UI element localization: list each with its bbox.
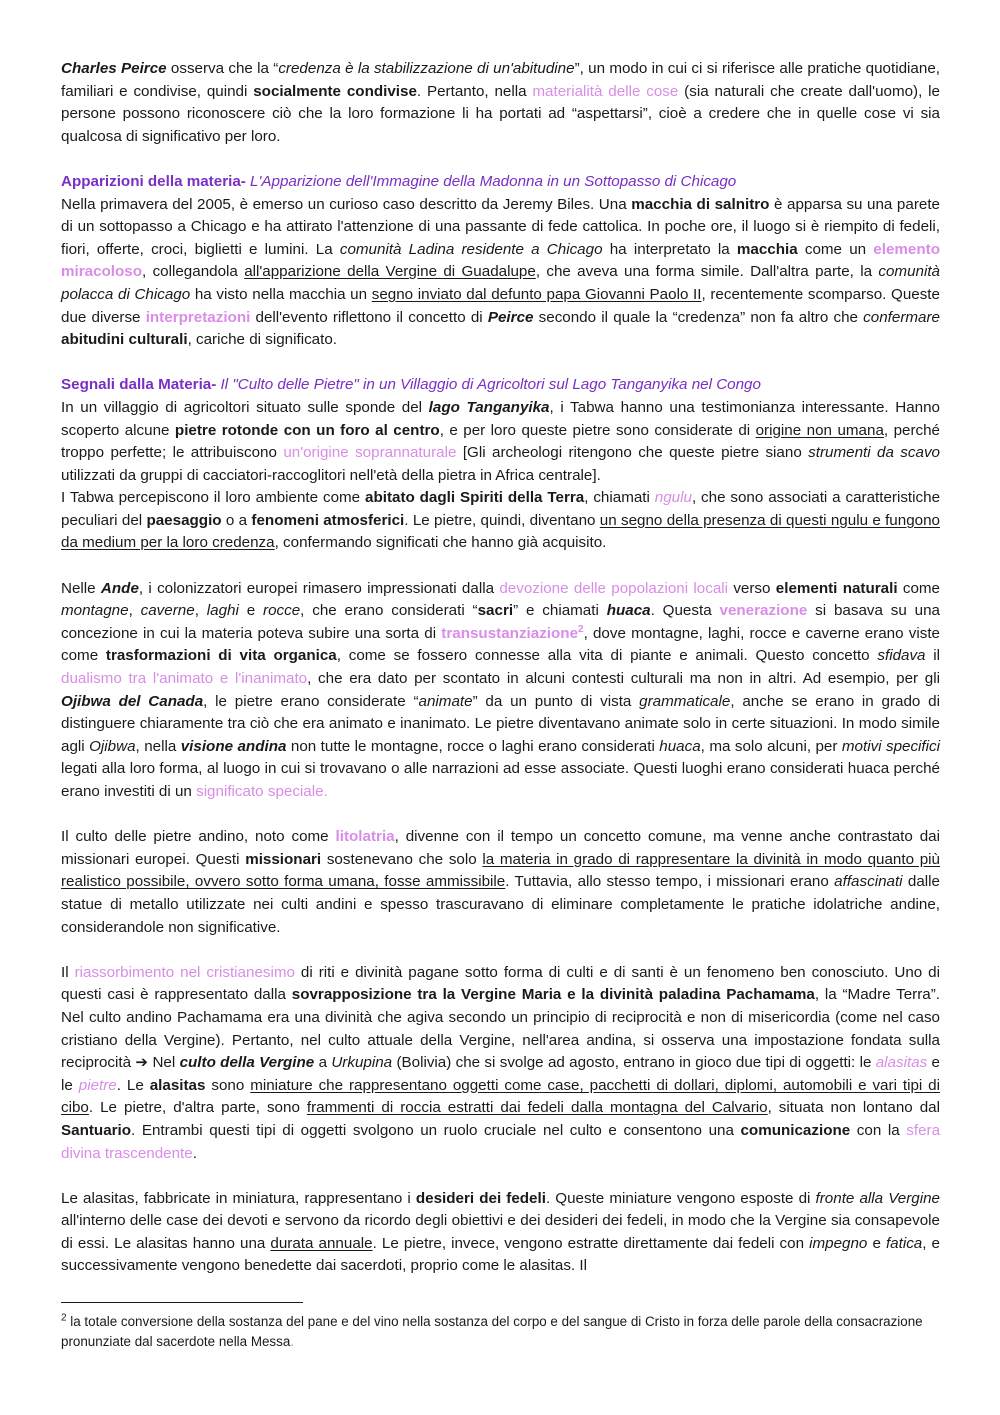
footnote-number: 2: [61, 1312, 67, 1324]
document-body: [61, 58, 940, 1278]
footnote: $^2$ la totale conversione della sostanza del pane e del vino nella sostanza del corpo e del sangue di Cristo in forza delle parole della consacrazione pronunziate dal sacerdote nella Messa.: [61, 1312, 923, 1349]
section-heading-segnali: Segnali dalla Materia- Il "Culto delle Pietre" in un Villaggio di Agricoltori sul Lago Tanganyika nel Congo: [61, 376, 761, 394]
footnote-text: la totale conversione della sostanza del pane e del vino nella sostanza del corpo e del sangue di Cristo in forza delle parole della consacrazione pronunziate dal sacerdote nella Messa: [61, 1314, 923, 1349]
paragraph-tabwa: In un villaggio di agricoltori situato sulle sponde del lago Tanganyika, i Tabwa hanno una testimonianza interessante. Hanno scoperto alcune pietre rotonde con un foro al centro, e per loro queste pietre sono considerate di origine non umana, perché troppo perfette; le attribuiscono un'origine soprannaturale [Gli archeologi ritengono che queste pietre siano strumenti da scavo utilizzati da gruppi di cacciatori-raccoglitori nell'età della pietra in Africa centrale].: [61, 398, 941, 484]
author-name: Charles Peirce: [61, 60, 167, 77]
section-heading-apparizioni: Apparizioni della materia- L'Apparizione dell'Immagine della Madonna in un Sottopasso di Chicago: [61, 172, 737, 190]
paragraph-chicago: Nella primavera del 2005, è emerso un curioso caso descritto da Jeremy Biles. Una macchia di salnitro è apparsa su una parete di un sottopasso a Chicago e ha attirato l'attenzione di una passante di fede cattolica. In poche ore, il luogo si è riempito di fedeli, fiori, offerte, croci, biglietti e lumini. La comunità Ladina residente a Chicago ha interpretato la macchia come un elemento miracoloso, collegandola all'apparizione della Vergine di Guadalupe, che aveva una forma simile. Dall'altra parte, la comunità polacca di Chicago ha visto nella macchia un segno inviato dal defunto papa Giovanni Paolo II, recentemente scomparso. Queste due diverse interpretazioni dell'evento riflettono il concetto di Peirce secondo il quale la “credenza” non fa altro che confermare abitudini culturali, cariche di significato.: [61, 195, 941, 349]
footnote-separator: [61, 1302, 303, 1303]
paragraph-litolatria: Il culto delle pietre andino, noto come litolatria, divenne con il tempo un concetto comune, ma venne anche contrastato dai missionari europei. Questi missionari sostenevano che solo la materia in grado di rappresentare la divinità in modo quanto più realistico possibile, ovvero sotto forma umana, fosse ammissibile. Tuttavia, allo stesso tempo, i missionari erano affascinati dalle statue di metallo utilizzate nei culti andini e spesso trascuravano di eliminare completamente le pratiche idolatriche andine, considerandole non significative.: [61, 828, 940, 936]
quote: credenza è la stabilizzazione di un'abitudine: [278, 60, 575, 77]
paragraph-tabwa-spirits: I Tabwa percepiscono il loro ambiente come abitato dagli Spiriti della Terra, chiamati ngulu, che sono associati a caratteristiche peculiari del paesaggio o a fenomeni atmosferici. Le pietre, quindi, diventano un segno della presenza di questi ngulu e fungono da medium per la loro credenza, confermando significati che hanno già acquisito.: [61, 489, 941, 552]
paragraph-pachamama: Il riassorbimento nel cristianesimo di riti e divinità pagane sotto forma di culti e di santi è un fenomeno ben conosciuto. Uno di questi casi è rappresentato dalla sovrapposizione tra la Vergine Maria e la divinità paladina Pachamama, la “Madre Terra”. Nel culto andino Pachamama era una divinità che agiva secondo un principio di reciprocità e non di misericordia (come nel caso cristiano della Vergine). Pertanto, nel culto attuale della Vergine, nell'area andina, si osserva una impostazione fondata sulla reciprocità ➔ Nel culto della Vergine a Urkupina (Bolivia) che si svolge ad agosto, entrano in gioco due tipi di oggetti: le alasitas e le pietre. Le alasitas sono miniature che rappresentano oggetti come case, pacchetti di dollari, diplomi, automobili e vari tipi di cibo. Le pietre, d'altra parte, sono frammenti di roccia estratti dai fedeli dalla montagna del Calvario, situata non lontano dal Santuario. Entrambi questi tipi di oggetti svolgono un ruolo cruciale nel culto e consentono una comunicazione con la sfera divina trascendente.: [61, 963, 941, 1162]
paragraph-alasitas: Le alasitas, fabbricate in miniatura, rappresentano i desideri dei fedeli. Queste miniature vengono esposte di fronte alla Vergine all'interno delle case dei devoti e servono da ricordo degli obiettivi e dei desideri dei fedeli, in modo che la Vergine sia consapevole di essi. Le alasitas hanno una durata annuale. Le pietre, invece, vengono estratte direttamente dai fedeli con impegno e fatica, e successivamente vengono benedette dai sacerdoti, proprio come le alasitas. Il: [61, 1189, 941, 1275]
footnote-ref: 2: [578, 623, 584, 635]
paragraph-ande: Nelle Ande, i colonizzatori europei rimasero impressionati dalla devozione delle popolazioni locali verso elementi naturali come montagne, caverne, laghi e rocce, che erano considerati “sacri” e chiamati huaca. Questa venerazione si basava su una concezione in cui la materia poteva subire una sorta di transustanziazione$^2$, dove montagne, laghi, rocce e caverne erano viste come trasformazioni di vita organica, come se fossero connesse alla vita di piante e animali. Questo concetto sfidava il dualismo tra l'animato e l'inanimato, che era dato per scontato in alcuni contesti culturali ma non in altri. Ad esempio, per gli Ojibwa del Canada, le pietre erano considerate “animate” da un punto di vista grammaticale, anche se erano in grado di distinguere chiaramente tra ciò che era animato e inanimato. Le pietre diventavano animate solo in certe situazioni. In modo simile agli Ojibwa, nella visione andina non tutte le montagne, rocce o laghi erano considerati huaca, ma solo alcuni, per motivi specifici legati alla loro forma, al luogo in cui si trovavano o alle narrazioni ad esse associate. Questi luoghi erano considerati huaca perché erano investiti di un significato speciale.: [61, 579, 941, 800]
arrow-icon: ➔: [135, 1054, 149, 1072]
paragraph-peirce: Charles Peirce osserva che la “credenza è la stabilizzazione di un'abitudine”, un modo in cui ci si riferisce alle pratiche quotidiane, familiari e condivise, quindi socialmente condivise. Pertanto, nella materialità delle cose (sia naturali che create dall'uomo), le persone possono riconoscere ciò che la loro formazione li ha portati ad “aspettarsi”, cioè a credere che in quelle cose vi sia qualcosa di significativo per loro.: [61, 60, 941, 145]
